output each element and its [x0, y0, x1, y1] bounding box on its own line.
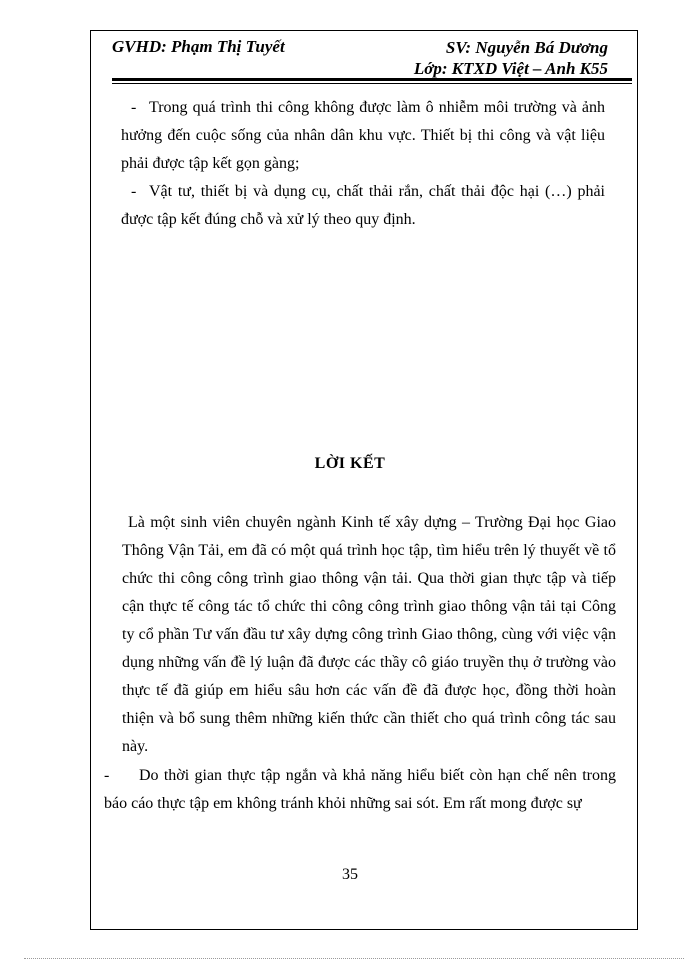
conclusion-dash-item — [104, 762, 616, 818]
student-name: SV: Nguyễn Bá Dương — [445, 38, 608, 57]
bullet-item-pollution — [121, 94, 605, 178]
bullet-marker: - — [131, 99, 137, 116]
section-title: LỜI KẾT — [314, 455, 386, 472]
bullet-item-materials — [121, 178, 605, 234]
supervisor-name: GVHD: Phạm Thị Tuyết — [112, 37, 285, 56]
conclusion-paragraph: Là một sinh viên chuyên ngành Kinh tế xây dựng – Trường Đại học Giao Thông Vận Tải, em đã có một quá trình học tập, tìm hiểu trên lý thuyết về tổ chức thi công công trình giao thông vận tải. Qua thời gian thực tập và tiếp cận thực tế công tác tổ chức thi công công trình giao thông vận tải tại Công ty cổ phần Tư vấn đầu tư xây dựng công trình Giao thông, cùng với việc vận dụng những vấn đề lý luận đã được các thầy cô giáo truyền thụ ở trường vào thực tế đã giúp em hiểu sâu hơn các vấn đề đã được học, đồng thời hoàn thiện và bổ sung thêm những kiến thức cần thiết cho quá trình công tác sau này. — [122, 514, 616, 755]
bullet-text: Trong quá trình thi công không được làm ô nhiễm môi trường và ảnh hưởng đến cuộc sống của nhân dân khu vực. Thiết bị thi công và vật liệu phải được tập kết gọn gàng; — [121, 99, 605, 172]
bullet-marker: - — [104, 767, 110, 784]
dash-item-text: Do thời gian thực tập ngắn và khả năng hiểu biết còn hạn chế nên trong báo cáo thực tập em không tránh khỏi những sai sót. Em rất mong được sự — [104, 767, 616, 812]
page-bottom-divider — [24, 958, 684, 959]
page-number: 35 — [342, 866, 358, 883]
header-rule-thick — [112, 78, 632, 81]
class-name: Lớp: KTXD Việt – Anh K55 — [413, 59, 608, 78]
bullet-text: Vật tư, thiết bị và dụng cụ, chất thải rắn, chất thải độc hại (…) phải được tập kết đúng chỗ và xử lý theo quy định. — [121, 183, 605, 228]
bullet-marker: - — [131, 183, 137, 200]
header-student-block — [414, 37, 608, 79]
header-rule-thin — [112, 83, 632, 84]
